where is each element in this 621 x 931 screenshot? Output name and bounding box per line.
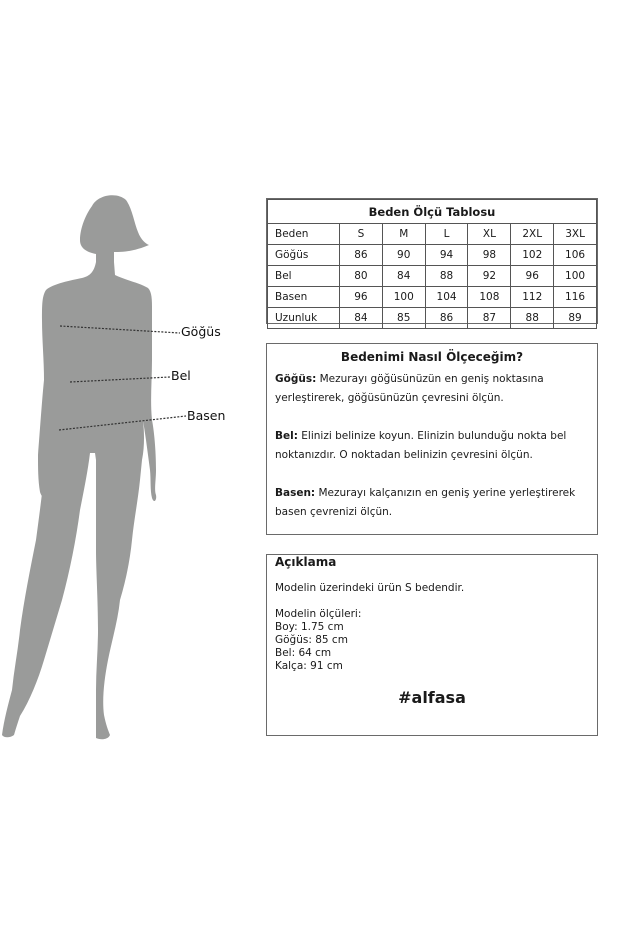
- brand-hashtag: #alfasa: [398, 688, 466, 707]
- row-label: Basen: [268, 287, 340, 308]
- header-cell: M: [382, 224, 425, 245]
- model-measurement: Kalça: 91 cm: [275, 660, 343, 672]
- table-row: [268, 266, 597, 287]
- header-cell: S: [340, 224, 383, 245]
- table-title: Beden Ölçü Tablosu: [268, 200, 597, 224]
- table-title-row: [268, 200, 597, 224]
- body-silhouette: [0, 0, 260, 931]
- table-cell: 85: [382, 308, 425, 329]
- model-measurements-title: Modelin ölçüleri:: [275, 608, 362, 620]
- table-cell: 108: [468, 287, 511, 308]
- model-measurement: Boy: 1.75 cm: [275, 621, 344, 633]
- how-to-measure-box: [266, 343, 598, 535]
- table-cell: 86: [340, 245, 383, 266]
- table-cell: 98: [468, 245, 511, 266]
- header-cell: Beden: [268, 224, 340, 245]
- instruction-text: Mezurayı kalçanızın en geniş yerine yerleştirerek basen çevrenizi ölçün.: [275, 487, 576, 518]
- table-cell: 116: [554, 287, 597, 308]
- instruction-text: Elinizi belinize koyun. Elinizin bulunduğu nokta bel noktanızdır. O noktadan belinizin çevresini ölçün.: [275, 430, 567, 461]
- description-title: Açıklama: [275, 555, 337, 569]
- model-size-note: Modelin üzerindeki ürün S bedendir.: [275, 582, 465, 594]
- description-box: [266, 554, 598, 736]
- table-cell: 84: [340, 308, 383, 329]
- table-cell: 87: [468, 308, 511, 329]
- table-cell: 112: [511, 287, 554, 308]
- instruction-term: Göğüs:: [275, 373, 317, 385]
- model-measurement: Göğüs: 85 cm: [275, 634, 348, 646]
- instruction-text: Mezurayı göğüsünüzün en geniş noktasına yerleştirerek, göğüsünüzün çevresini ölçün.: [275, 373, 544, 404]
- header-cell: 2XL: [511, 224, 554, 245]
- header-cell: 3XL: [554, 224, 597, 245]
- label-waist: Bel: [171, 368, 191, 383]
- table-cell: 86: [425, 308, 468, 329]
- table-cell: 90: [382, 245, 425, 266]
- row-label: Bel: [268, 266, 340, 287]
- table-row: [268, 245, 597, 266]
- table-cell: 100: [382, 287, 425, 308]
- how-to-measure-title: Bedenimi Nasıl Ölçeceğim?: [340, 350, 524, 364]
- table-cell: 106: [554, 245, 597, 266]
- table-row: [268, 308, 597, 329]
- instruction-waist: [275, 427, 589, 465]
- table-header-row: [268, 224, 597, 245]
- size-chart-table: [266, 198, 598, 324]
- row-label: Göğüs: [268, 245, 340, 266]
- instruction-hips: [275, 484, 589, 522]
- table-cell: 88: [425, 266, 468, 287]
- table-cell: 89: [554, 308, 597, 329]
- table-cell: 84: [382, 266, 425, 287]
- table-cell: 104: [425, 287, 468, 308]
- table-cell: 80: [340, 266, 383, 287]
- instruction-chest: [275, 370, 589, 408]
- header-cell: L: [425, 224, 468, 245]
- table-cell: 94: [425, 245, 468, 266]
- table-cell: 92: [468, 266, 511, 287]
- instruction-term: Basen:: [275, 487, 316, 499]
- table-cell: 88: [511, 308, 554, 329]
- table-cell: 100: [554, 266, 597, 287]
- table-cell: 102: [511, 245, 554, 266]
- label-hips: Basen: [187, 408, 226, 423]
- row-label: Uzunluk: [268, 308, 340, 329]
- table-cell: 96: [511, 266, 554, 287]
- instruction-term: Bel:: [275, 430, 298, 442]
- label-chest: Göğüs: [181, 324, 221, 339]
- table-row: [268, 287, 597, 308]
- model-measurement: Bel: 64 cm: [275, 647, 332, 659]
- table-cell: 96: [340, 287, 383, 308]
- header-cell: XL: [468, 224, 511, 245]
